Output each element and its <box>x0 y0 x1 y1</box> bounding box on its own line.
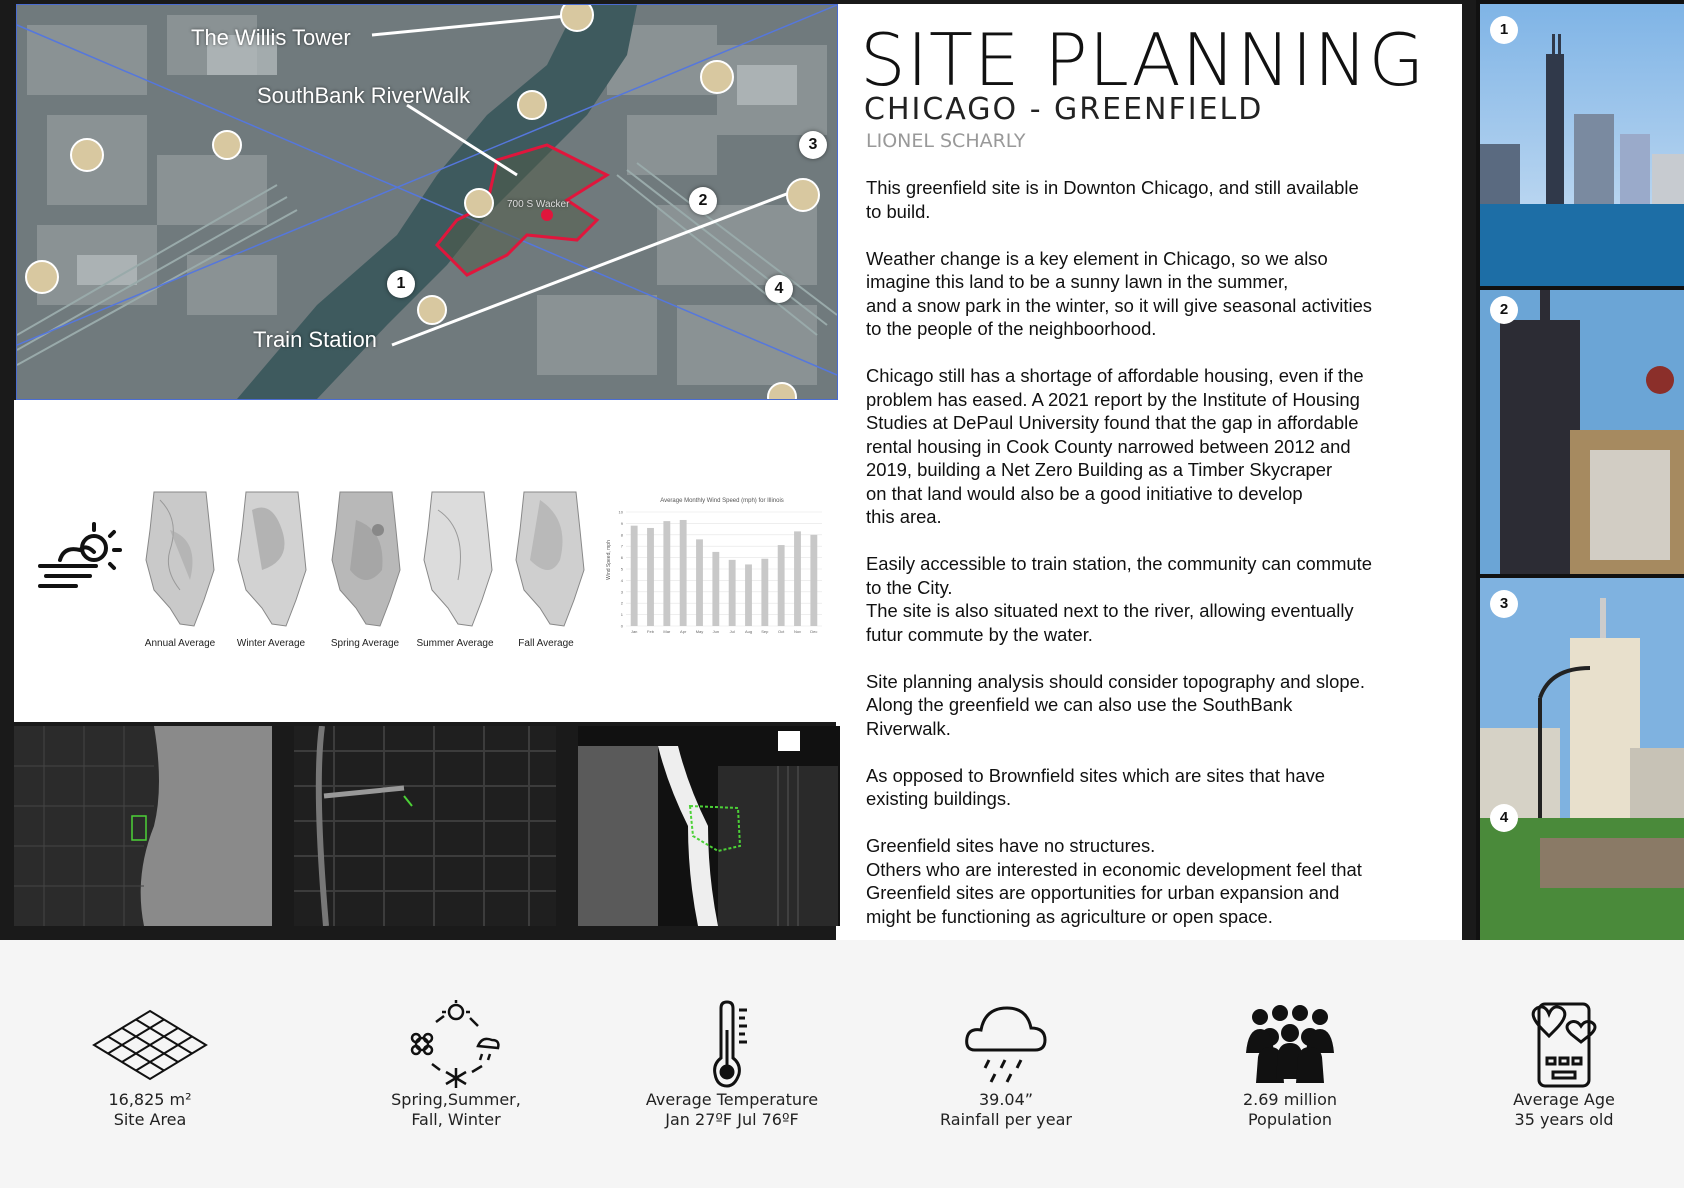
chart-bar-dec <box>810 535 817 626</box>
chart-bar-aug <box>745 564 752 626</box>
chart-bar-mar <box>663 521 670 626</box>
page-subtitle: CHICAGO - GREENFIELD <box>864 92 1264 127</box>
stat-label: Fall, Winter <box>411 1110 501 1129</box>
chart-bar-jul <box>729 560 736 626</box>
stat-population <box>1170 1000 1410 1130</box>
street-map-city <box>14 726 272 926</box>
chart-y-tick: 4 <box>620 577 623 583</box>
stat-rainfall <box>886 1000 1126 1130</box>
chart-x-tick: Jul <box>729 629 735 634</box>
illinois-map-fall <box>510 490 588 628</box>
map-marker-4: 4 <box>765 275 793 303</box>
aerial-map <box>16 4 838 400</box>
stat-value: Average Age <box>1513 1090 1615 1109</box>
chart-bar-apr <box>680 520 687 626</box>
label-willis-tower: The Willis Tower <box>191 25 351 50</box>
map-marker-1: 1 <box>387 270 415 298</box>
rain-cloud-icon <box>886 1000 1126 1090</box>
weather-icon <box>36 520 126 597</box>
season-label: Winter Average <box>236 638 306 649</box>
photo-number: 1 <box>1490 16 1518 44</box>
photo-number: 3 <box>1490 590 1518 618</box>
chart-y-tick: 5 <box>620 566 623 572</box>
stat-average-age <box>1444 1000 1684 1130</box>
chart-bar-feb <box>647 528 654 626</box>
street-map-district <box>294 726 556 926</box>
stat-label: 35 years old <box>1514 1110 1614 1129</box>
paragraph: Easily accessible to train station, the community can commute to the City. The site is also situated next to the river, allowing eventually futur commute by the water. <box>866 553 1372 645</box>
illinois-map-annual <box>140 490 218 628</box>
chart-y-tick: 10 <box>618 509 623 515</box>
chart-x-tick: Jan <box>630 629 638 634</box>
chart-x-tick: May <box>695 629 704 634</box>
map-marker-3: 3 <box>799 131 827 159</box>
illinois-map-winter <box>232 490 310 628</box>
stat-label: Population <box>1247 1110 1333 1129</box>
season-label: Spring Average <box>330 638 400 649</box>
paragraph: Greenfield sites have no structures. Others who are interested in economic development feel that Greenfield sites are opportunities for urban expansion and might be functioning as agriculture or open space. <box>866 835 1362 927</box>
chart-y-tick: 7 <box>620 543 623 549</box>
stat-seasons <box>336 1000 576 1130</box>
grid-icon <box>30 1000 270 1090</box>
season-label: Fall Average <box>518 638 574 649</box>
photo-downtown <box>1480 290 1684 574</box>
stat-value: 2.69 million <box>1242 1090 1337 1109</box>
chart-bar-may <box>696 539 703 626</box>
stat-label: Rainfall per year <box>940 1110 1072 1129</box>
photo-number: 2 <box>1490 296 1518 324</box>
chart-y-axis-label: Wind Speed, mph <box>606 540 612 580</box>
age-phone-icon <box>1444 1000 1684 1090</box>
author-name: LIONEL SCHARLY <box>866 130 1026 152</box>
stat-value: Average Temperature <box>645 1090 819 1109</box>
chart-bar-nov <box>794 531 801 626</box>
photo-willis-tower <box>1480 4 1684 286</box>
photo-number: 4 <box>1490 804 1518 832</box>
season-label: Annual Average <box>144 638 216 649</box>
paragraph: Site planning analysis should consider topography and slope. Along the greenfield we can also use the SouthBank Riverwalk. <box>866 670 1365 739</box>
people-icon <box>1170 1000 1410 1090</box>
thermometer-icon <box>612 1000 852 1090</box>
stat-value: 16,825 m² <box>108 1090 192 1109</box>
label-southbank-riverwalk: SouthBank RiverWalk <box>257 83 471 108</box>
seasons-icon <box>336 1000 576 1090</box>
wind-speed-chart <box>604 490 830 640</box>
chart-x-tick: Mar <box>663 629 671 634</box>
chart-x-tick: Aug <box>744 629 753 634</box>
chart-title: Average Monthly Wind Speed (mph) for Illinois <box>660 498 784 504</box>
chart-x-tick: Apr <box>680 629 687 634</box>
chart-bar-oct <box>778 545 785 626</box>
chart-x-tick: Oct <box>778 629 785 634</box>
stat-value: 39.04” <box>978 1090 1034 1109</box>
chart-x-tick: Feb <box>647 629 654 634</box>
label-train-station: Train Station <box>253 327 377 352</box>
chart-y-tick: 2 <box>620 600 623 606</box>
chart-y-tick: 8 <box>620 532 623 538</box>
chart-y-tick: 0 <box>620 623 623 629</box>
paragraph: As opposed to Brownfield sites which are sites that have existing buildings. <box>866 764 1325 809</box>
chart-y-tick: 1 <box>620 612 623 618</box>
illinois-map-spring <box>326 490 404 628</box>
chart-x-tick: Nov <box>793 629 802 634</box>
season-label: Summer Average <box>416 638 494 649</box>
chart-y-tick: 6 <box>620 555 623 561</box>
page-title: SITE PLANNING <box>860 18 1426 102</box>
chart-x-tick: Jun <box>712 629 720 634</box>
chart-y-tick: 9 <box>620 520 623 526</box>
map-marker-2: 2 <box>689 187 717 215</box>
chart-x-tick: Sep <box>761 629 769 634</box>
photo-riverwalk <box>1480 578 1684 940</box>
stat-label: Jan 27ºF Jul 76ºF <box>665 1110 799 1129</box>
label-address: 700 S Wacker <box>507 199 570 210</box>
paragraph: This greenfield site is in Downton Chicago, and still available to build. <box>866 177 1359 222</box>
street-map-site <box>578 726 840 926</box>
stat-value: Spring,Summer, <box>391 1090 521 1109</box>
paragraph: Chicago still has a shortage of affordable housing, even if the problem has eased. A 2021 report by the Institute of Housing Studies at DePaul University found that the gap in affordable rental housing in Cook County narrowed between 2012 and 2019, building a Net Zero Building as a Timber Skycraper on that land would also be a good initiative to develop this area. <box>866 365 1364 527</box>
stat-label: Site Area <box>113 1110 187 1129</box>
chart-y-tick: 3 <box>620 589 623 595</box>
paragraph: Weather change is a key element in Chicago, so we also imagine this land to be a sunny lawn in the summer, and a snow park in the winter, so it will give seasonal activities to the people of the neighboorhood. <box>866 247 1372 339</box>
chart-bar-jun <box>712 552 719 626</box>
stat-site-area <box>30 1000 270 1130</box>
chart-bar-jan <box>631 526 638 626</box>
chart-x-tick: Dec <box>810 629 818 634</box>
illinois-map-summer <box>418 490 496 628</box>
chart-bar-sep <box>761 559 768 626</box>
body-text <box>866 176 1446 952</box>
stat-temperature <box>612 1000 852 1130</box>
